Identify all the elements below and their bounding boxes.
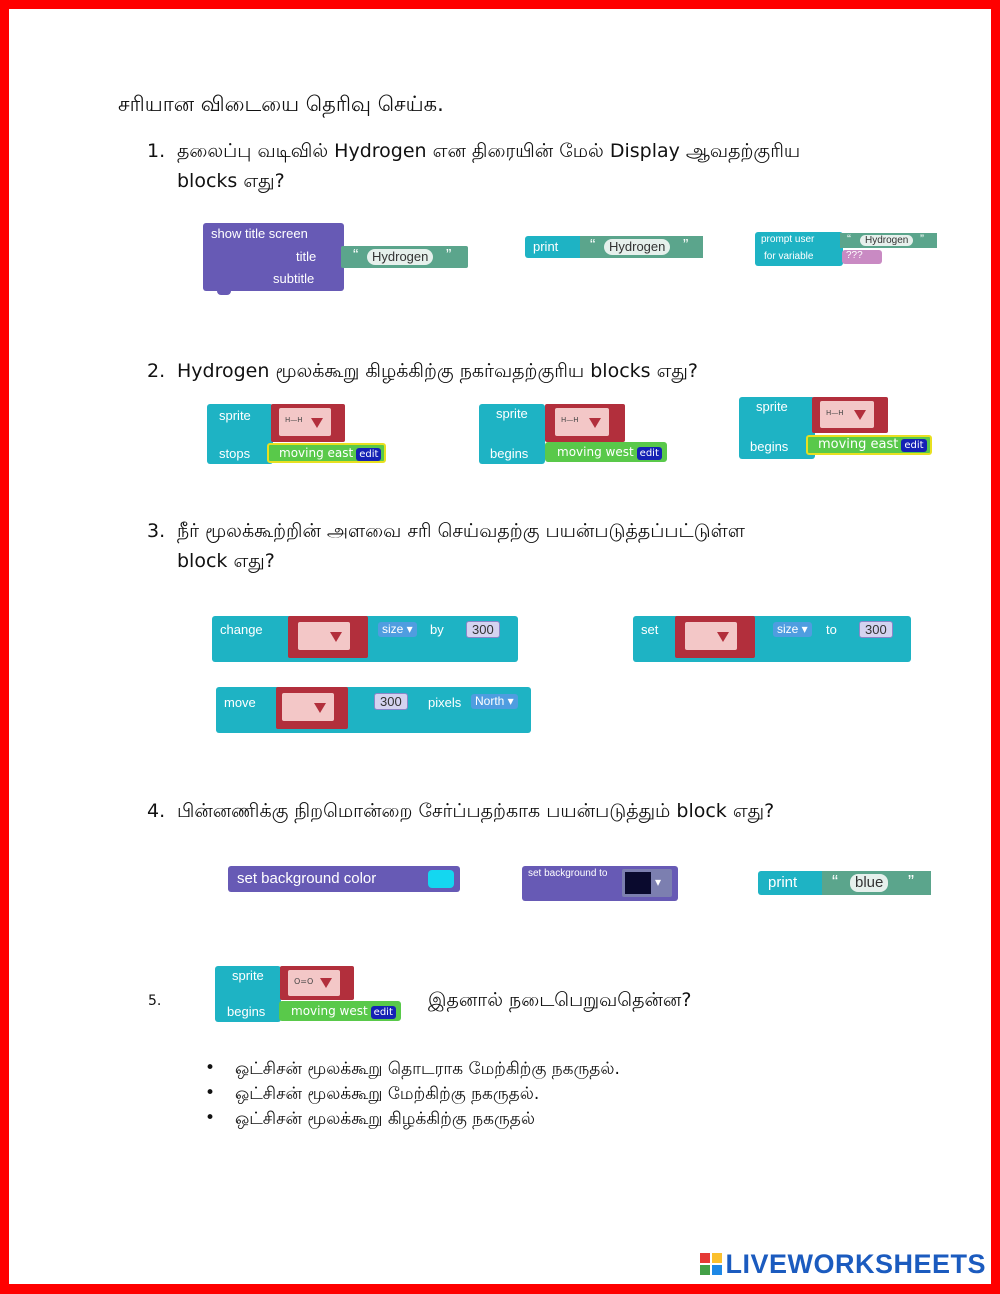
q4-option-print-blue[interactable]: [758, 871, 828, 895]
sprite-dropdown[interactable]: [675, 616, 755, 658]
image-thumbnail: [625, 872, 651, 894]
question-number: 5.: [148, 993, 162, 1009]
edit-button[interactable]: edit: [901, 439, 926, 452]
list-item[interactable]: [205, 1083, 805, 1107]
chevron-down-icon: [717, 632, 729, 642]
direction-value: North: [475, 694, 505, 708]
move-label: moving west: [291, 1004, 368, 1018]
moving-block[interactable]: [806, 435, 932, 455]
block-label: stops: [219, 446, 251, 461]
sprite-thumbnail: [555, 408, 609, 436]
block-label: sprite: [496, 406, 528, 421]
block-label: by: [430, 622, 444, 637]
number-input[interactable]: 300: [859, 621, 893, 638]
block-label: print: [533, 239, 559, 254]
move-label: moving east: [818, 437, 899, 452]
property-value: size: [777, 622, 799, 636]
sprite-thumbnail: [298, 622, 350, 650]
block-label: sprite: [219, 408, 251, 423]
property-dropdown[interactable]: size ▾: [773, 622, 812, 637]
bullet-icon: •: [205, 1108, 216, 1128]
block-label: begins: [227, 1004, 266, 1019]
variable-value: ???: [846, 250, 863, 261]
quote-icon: ”: [446, 247, 452, 264]
question-text-2: block எது?: [177, 550, 275, 572]
string-block: [580, 236, 703, 258]
color-swatch[interactable]: [428, 870, 454, 888]
block-label: prompt user: [761, 234, 815, 245]
question-number: 2.: [147, 360, 166, 382]
block-label: show title screen: [211, 226, 308, 241]
option-text: ஒட்சிசன் மூலக்கூறு மேற்கிற்கு நகருதல்.: [235, 1084, 540, 1104]
logo-text: LIVEWORKSHEETS: [725, 1249, 986, 1279]
q3-option-change-size[interactable]: [212, 616, 518, 662]
block-label: sprite: [756, 399, 788, 414]
sprite-label: O=O: [294, 977, 314, 986]
property-dropdown[interactable]: size ▾: [378, 622, 417, 637]
question-text: Hydrogen மூலக்கூறு கிழக்கிற்கு நகர்வதற்குரிய blocks எது?: [177, 360, 698, 382]
move-label: moving east: [279, 446, 354, 460]
question-text: நீர் மூலக்கூற்றின் அளவை சரி செய்வதற்கு பயன்படுத்தப்பட்டுள்ள: [177, 520, 745, 542]
property-value: size: [382, 622, 404, 636]
quote-icon: ”: [908, 872, 914, 892]
q4-option-set-background-to[interactable]: [522, 866, 678, 901]
q3-option-move-pixels[interactable]: [216, 687, 531, 733]
image-dropdown[interactable]: [622, 869, 672, 897]
sprite-thumbnail: [279, 408, 331, 436]
block-label: title: [296, 249, 317, 264]
block-label: set: [641, 622, 659, 637]
list-item[interactable]: [205, 1108, 805, 1132]
chevron-down-icon: [589, 418, 601, 428]
sprite-dropdown[interactable]: [288, 616, 368, 658]
sprite-dropdown[interactable]: [545, 404, 625, 442]
block-label: begins: [750, 439, 789, 454]
quote-icon: “: [353, 247, 359, 264]
option-text: ஒட்சிசன் மூலக்கூறு கிழக்கிற்கு நகருதல்: [235, 1109, 535, 1129]
question-number: 1.: [147, 140, 166, 162]
block-label: for variable: [764, 251, 814, 262]
quote-icon: ”: [920, 232, 924, 246]
number-input[interactable]: 300: [374, 693, 408, 710]
moving-block[interactable]: [267, 443, 386, 463]
variable-dropdown[interactable]: [842, 250, 882, 264]
sprite-dropdown[interactable]: [276, 687, 348, 729]
block-label: print: [768, 874, 798, 891]
string-value: blue: [850, 874, 888, 892]
string-value: Hydrogen: [860, 235, 913, 246]
bullet-icon: •: [205, 1058, 216, 1078]
quote-icon: “: [832, 872, 838, 892]
string-block: [341, 246, 468, 268]
list-item[interactable]: [205, 1058, 805, 1082]
question-number: 3.: [147, 520, 166, 542]
sprite-dropdown[interactable]: [271, 404, 345, 442]
logo-icon: [700, 1253, 722, 1275]
q4-option-set-background-color[interactable]: [228, 866, 460, 892]
block-tab: [217, 289, 231, 295]
direction-dropdown[interactable]: North ▾: [471, 694, 518, 709]
sprite-label: H—H: [285, 416, 303, 424]
question-text: இதனால் நடைபெறுவதென்ன?: [428, 989, 692, 1011]
block-label: sprite: [232, 968, 264, 983]
string-value: Hydrogen: [604, 239, 670, 255]
chevron-down-icon: [330, 632, 342, 642]
block-label: to: [826, 622, 837, 637]
q1-option-print[interactable]: [525, 236, 585, 258]
question-text: தலைப்பு வடிவில் Hydrogen என திரையின் மேல் Display ஆவதற்குரிய: [177, 140, 801, 162]
sprite-thumbnail: [685, 622, 737, 650]
block-label: change: [220, 622, 263, 637]
block-label: set background color: [237, 870, 377, 887]
sprite-thumbnail: [282, 693, 334, 721]
string-block: [840, 233, 937, 248]
question-text-2: blocks எது?: [177, 170, 285, 192]
block-label: pixels: [428, 695, 462, 710]
quote-icon: “: [590, 237, 596, 254]
string-value: Hydrogen: [367, 249, 433, 265]
chevron-down-icon: [854, 410, 866, 420]
moving-block: [279, 1001, 401, 1021]
quote-icon: ”: [683, 237, 689, 254]
sprite-label: H—H: [561, 416, 579, 424]
chevron-down-icon: [311, 418, 323, 428]
block-label: set background to: [528, 868, 608, 879]
q3-option-set-size[interactable]: [633, 616, 911, 662]
q2-option-sprite-begins-east[interactable]: [739, 397, 815, 459]
sprite-thumbnail: [820, 401, 874, 428]
edit-button[interactable]: edit: [637, 447, 662, 460]
sprite-label: H—H: [826, 409, 844, 417]
bullet-icon: •: [205, 1083, 216, 1103]
sprite-dropdown: [280, 966, 354, 1000]
sprite-dropdown[interactable]: [812, 397, 888, 433]
string-block: [822, 871, 931, 895]
block-label: begins: [490, 446, 529, 461]
q1-option-prompt-user[interactable]: [755, 232, 843, 266]
question-text: பின்னணிக்கு நிறமொன்றை சேர்ப்பதற்காக பயன்படுத்தும் block எது?: [177, 800, 775, 822]
q2-option-sprite-begins-west[interactable]: [479, 404, 545, 464]
edit-button[interactable]: edit: [356, 448, 381, 461]
q1-option-show-title-screen[interactable]: [203, 223, 344, 291]
quote-icon: “: [847, 232, 851, 246]
move-label: moving west: [557, 445, 634, 459]
block-label: subtitle: [273, 271, 315, 286]
option-text: ஒட்சிசன் மூலக்கூறு தொடராக மேற்கிற்கு நகருதல்.: [235, 1059, 620, 1079]
chevron-down-icon: [314, 703, 326, 713]
q5-sprite-begins-block: [215, 966, 281, 1022]
q2-option-sprite-stops[interactable]: [207, 404, 273, 464]
block-label: move: [224, 695, 256, 710]
edit-button: edit: [371, 1006, 396, 1019]
page-title: சரியான விடையை தெரிவு செய்க.: [118, 92, 444, 116]
moving-block[interactable]: [545, 442, 667, 462]
sprite-thumbnail: [288, 970, 340, 996]
chevron-down-icon: [320, 978, 332, 988]
chevron-down-icon: ▾: [655, 875, 662, 889]
question-number: 4.: [147, 800, 166, 822]
number-input[interactable]: 300: [466, 621, 500, 638]
liveworksheets-logo: [700, 1249, 986, 1280]
